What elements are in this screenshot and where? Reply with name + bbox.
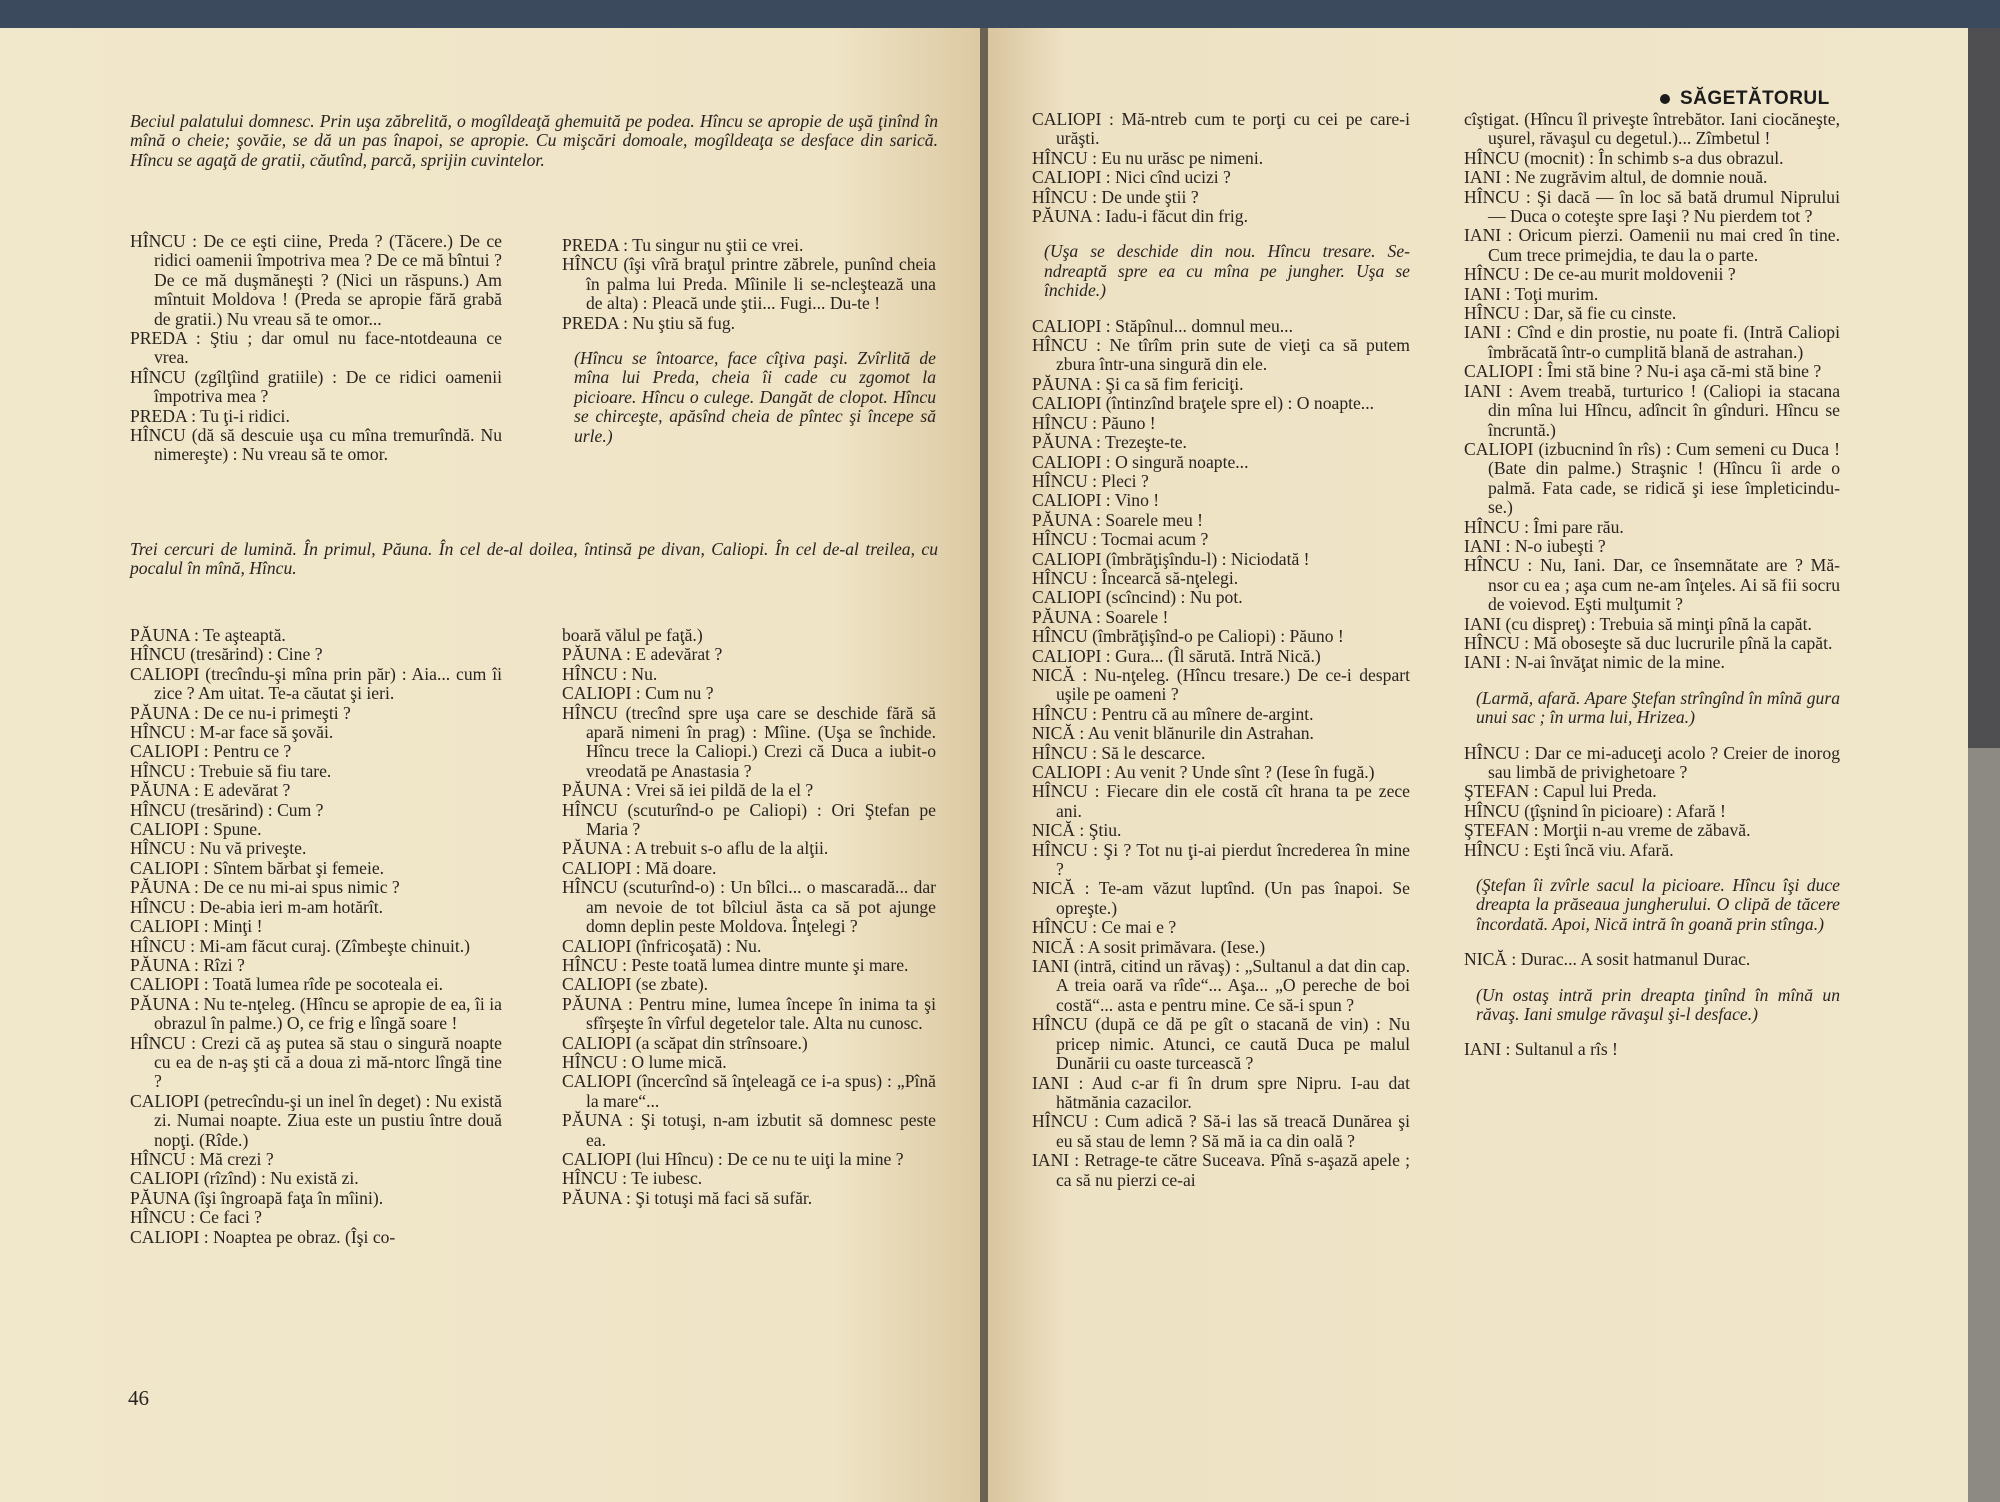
dialogue-line: IANI : Aud c-ar fi în drum spre Nipru. I-au dat hătmănia cazacilor. [1032,1072,1410,1112]
dialogue-line: IANI : Avem treabă, turturico ! (Caliopi ia stacana din mîna lui Hîncu, adîncit în gînduri. Hîncu se încruntă.) [1464,380,1840,440]
dialogue-line: IANI (intră, citind un răvaş) : „Sultanul a dat din cap. A treia oară va rîde“... Aşa... „O pereche de boi costă“... asta e pentru mine. Ce să-i spun ? [1032,956,1410,1015]
dialogue-line: cîştigat. (Hîncu îl priveşte întrebător. Iani ciocăneşte, uşurel, răvaşul cu degetul.)... Zîmbetul ! [1464,109,1840,149]
dialogue-line: HÎNCU (trecînd spre uşa care se deschide fără să apară nimeni în prag) : Mîine. (Uşa se închide. Hîncu trece la Caliopi.) Crezi că Duca a iubit-o vreodată pe Anastasia ? [562,702,936,781]
dialogue-line: PĂUNA (îşi îngroapă faţa în mîini). [130,1187,384,1208]
dialogue-line: PĂUNA : E adevărat ? [562,644,723,665]
dialogue-line: HÎNCU (mocnit) : În schimb s-a dus obrazul. [1464,147,1784,168]
dialogue-line: PĂUNA : Te aşteaptă. [130,625,286,645]
bullet-icon [1660,94,1670,104]
dialogue-line: IANI : N-o iubeşti ? [1464,535,1606,556]
dialogue-line: HÎNCU : Păuno ! [1032,412,1156,433]
dialogue-line: IANI : Cînd e din prostie, nu poate fi. (Intră Caliopi îmbrăcată într-o cumplită blană de astrahan.) [1464,322,1840,362]
dialogue-line: NICĂ : Te-am văzut luptînd. (Un pas înapoi. Se opreşte.) [1032,878,1410,918]
dialogue-line: CALIOPI : Noaptea pe obraz. (Îşi co- [130,1226,396,1247]
dialogue-line: CALIOPI : Pentru ce ? [130,741,292,762]
dialogue-line: IANI : Toţi murim. [1464,283,1599,304]
dialogue-line: HÎNCU : Ce mai e ? [1032,917,1177,938]
dialogue-line: CALIOPI (lui Hîncu) : De ce nu te uiţi la mine ? [562,1148,904,1169]
dialogue-line: HÎNCU : Ne tîrîm prin sute de vieţi ca să putem zbura într-una singură din ele. [1032,335,1410,375]
dialogue-line: PĂUNA : Şi totuşi mă faci să sufăr. [562,1187,813,1208]
magazine-name: SĂGETĂTORUL [1680,88,1830,109]
dialogue-line: PĂUNA : Iadu-i făcut din frig. [1032,206,1248,227]
dialogue-line: PREDA : Nu ştiu să fug. [562,312,736,333]
dialogue-column-middle-bottom [562,626,936,1208]
dialogue-line: PĂUNA : Nu te-nţeleg. (Hîncu se apropie de ea, îi ia obrazul în palme.) O, ce frig e lîngă soare ! [130,993,502,1034]
dialogue-line: IANI : Sultanul a rîs ! [1464,1039,1618,1060]
dialogue-line: NICĂ : A sosit primăvara. (Iese.) [1032,936,1266,957]
dialogue-line: IANI : Oricum pierzi. Oamenii nu mai cred în tine. Cum trece primejdia, te dau la o parte. [1464,225,1840,265]
dialogue-line: PĂUNA : E adevărat ? [130,780,291,801]
magazine-header [1660,88,1830,110]
dialogue-line: CALIOPI : Mă doare. [562,857,717,878]
dialogue-line: HÎNCU (ţîşnind în picioare) : Afară ! [1464,800,1726,821]
dialogue-line: CALIOPI (rîzînd) : Nu există zi. [130,1168,359,1189]
dialogue-line: CALIOPI : Toată lumea rîde pe socoteala ei. [130,974,444,995]
dialogue-line: NICĂ : Au venit blănurile din Astrahan. [1032,723,1314,744]
dialogue-line: HÎNCU : Mă oboseşte să duc lucrurile pînă la capăt. [1464,632,1833,653]
dialogue-line: NICĂ : Ştiu. [1032,820,1122,841]
dialogue-line: HÎNCU : M-ar face să şovăi. [130,722,334,743]
dialogue-line: HÎNCU : Mă crezi ? [130,1148,274,1169]
dialogue-column-middle-top [562,236,936,462]
dialogue-line: PĂUNA : Şi totuşi, n-am izbutit să domnesc peste ea. [562,1110,936,1150]
dialogue-line: CALIOPI (înfricoşată) : Nu. [562,935,762,956]
dialogue-line: HÎNCU : Şi dacă — în loc să bată drumul Niprului — Duca o coteşte spre Iaşi ? Nu pierdem tot ? [1464,186,1840,227]
dialogue-line: HÎNCU (scuturînd-o pe Caliopi) : Ori Ştefan pe Maria ? [562,799,936,840]
dialogue-line: PĂUNA : A trebuit s-o aflu de la alţii. [562,838,829,859]
dialogue-line: IANI : Ne zugrăvim altul, de domnie nouă. [1464,167,1768,188]
dialogue-line: HÎNCU : Fiecare din ele costă cît hrana ta pe zece ani. [1032,781,1410,821]
dialogue-line: HÎNCU : Ce faci ? [130,1207,262,1228]
dialogue-line: HÎNCU : Încearcă să-nţelegi. [1032,567,1239,588]
dialogue-line: PREDA : Tu ţi-i ridici. [130,405,290,426]
dialogue-line: HÎNCU : Mi-am făcut curaj. (Zîmbeşte chinuit.) [130,935,471,956]
dialogue-line: HÎNCU : Te iubesc. [562,1168,703,1189]
dialogue-line: CALIOPI (scîncind) : Nu pot. [1032,587,1243,608]
stage-direction: (Ştefan îi zvîrle sacul la picioare. Hîncu îşi duce dreapta la prăseaua jungherului. O clipă de tăcere încordată. Apoi, Nică intră în goană prin stînga.) [1476,875,1840,934]
dialogue-line: HÎNCU : Peste toată lumea dintre munte şi mare. [562,954,909,975]
dialogue-line: PĂUNA : Rîzi ? [130,954,245,975]
dialogue-line: HÎNCU : Crezi că aş putea să stau o singură noapte cu ea de n-aş şti că a doua zi mă-ntorc lîngă tine ? [130,1032,502,1092]
dialogue-line: HÎNCU : Dar ce mi-aduceţi acolo ? Creier de inorog sau limbă de privighetoare ? [1464,742,1840,782]
dialogue-line: IANI : N-ai învăţat nimic de la mine. [1464,652,1725,673]
dialogue-line: HÎNCU : De ce eşti ciine, Preda ? (Tăcere.) De ce ridici oamenii împotriva mea ? De ce mă bîntui ? De ce mă duşmăneşti ? (Nici un răspuns.) Am mîntuit Moldova ! (Preda se apropie fără grabă de gratii.) Nu vreau să te omor... [130,231,502,329]
dialogue-line: HÎNCU (tresărind) : Cine ? [130,644,323,665]
dialogue-line: PĂUNA : Şi ca să fim fericiţi. [1032,373,1244,394]
dialogue-line: CALIOPI : Îmi stă bine ? Nu-i aşa că-mi stă bine ? [1464,361,1822,382]
dialogue-line: PREDA : Ştiu ; dar omul nu face-ntotdeauna ce vrea. [130,328,502,368]
stage-direction: (Hîncu se întoarce, face cîţiva paşi. Zvîrlită de mîna lui Preda, cheia îi cade cu zgomot la picioare. Hîncu o culege. Dangăt de clopot. Hîncu se chirceşte, apăsînd cheia de pîntec şi începe să urle.) [574,348,936,446]
dialogue-line: ŞTEFAN : Morţii n-au vreme de zăbavă. [1464,820,1751,841]
dialogue-line: HÎNCU : Cum adică ? Să-i las să treacă Dunărea şi eu să stau de lemn ? Să mă ia ca din oală ? [1032,1111,1410,1151]
dialogue-line: boară vălul pe faţă.) [562,625,703,645]
dialogue-line: NICĂ : Nu-nţeleg. (Hîncu tresare.) De ce-i despart uşile pe oameni ? [1032,664,1410,705]
dialogue-line: CALIOPI : Mă-ntreb cum te porţi cu cei pe care-i urăşti. [1032,109,1410,149]
dialogue-column-right-a [1032,110,1410,1190]
page-edge [1968,28,2000,1502]
dialogue-line: CALIOPI (îmbrăţişîndu-l) : Niciodată ! [1032,548,1310,569]
dialogue-line: CALIOPI : Vino ! [1032,490,1160,511]
dialogue-line: PĂUNA : Soarele ! [1032,606,1169,627]
dialogue-line: CALIOPI (se zbate). [562,974,709,995]
dialogue-line: HÎNCU (îşi vîră braţul printre zăbrele, punînd cheia în palma lui Preda. Mîinile li se-ncleştează una de alta) : Pleacă unde ştii... Fugi... Du-te ! [562,254,936,314]
dialogue-line: CALIOPI : Stăpînul... domnul meu... [1032,315,1293,336]
dialogue-line: HÎNCU : O lume mică. [562,1051,727,1072]
dialogue-line: CALIOPI : Au venit ? Unde sînt ? (Iese în fugă.) [1032,762,1375,782]
dialogue-line: PREDA : Tu singur nu ştii ce vrei. [562,235,804,255]
dialogue-line: HÎNCU : De ce-au murit moldovenii ? [1464,264,1736,285]
dialogue-line: IANI (cu dispreţ) : Trebuia să minţi pînă la capăt. [1464,613,1812,634]
dialogue-line: CALIOPI (izbucnind în rîs) : Cum semeni cu Duca ! (Bate din palme.) Straşnic ! (Hîncu îi arde o palmă. Fata cade, se ridică şi iese împleticindu-se.) [1464,438,1840,518]
dialogue-line: HÎNCU : Nu. [562,663,658,684]
dialogue-line: CALIOPI : Cum nu ? [562,683,714,704]
dialogue-line: HÎNCU (îmbrăţişînd-o pe Caliopi) : Păuno ! [1032,626,1344,647]
dialogue-line: CALIOPI (a scăpat din strînsoare.) [562,1032,808,1053]
dialogue-line: IANI : Retrage-te către Suceava. Pînă s-aşază apele ; ca să nu pierzi ce-ai [1032,1150,1410,1190]
dialogue-line: HÎNCU : Nu, Iani. Dar, ce însemnătate are ? Mă-nsor cu ea ; aşa cum ne-am înţeles. Ai să fii socru de voievod. Eşti mulţumit ? [1464,555,1840,615]
dialogue-line: CALIOPI : Gura... (Îl sărută. Intră Nică.) [1032,645,1321,666]
dialogue-column-left-top [130,232,502,465]
dialogue-line: CALIOPI (încercînd să înţeleagă ce i-a spus) : „Pînă la mare“... [562,1071,936,1111]
dialogue-line: ŞTEFAN : Capul lui Preda. [1464,781,1657,802]
dialogue-line: HÎNCU : Să le descarce. [1032,742,1206,763]
dialogue-line: HÎNCU : Trebuie să fiu tare. [130,760,332,781]
dialogue-line: HÎNCU : Tocmai acum ? [1032,529,1209,550]
dialogue-line: HÎNCU : Şi ? Tot nu ţi-ai pierdut încrederea în mine ? [1032,839,1410,880]
dialogue-line: HÎNCU (zgîlţîind gratiile) : De ce ridici oamenii împotriva mea ? [130,366,502,407]
stage-direction: (Uşa se deschide din nou. Hîncu tresare. Se-ndreaptă spre ea cu mîna pe jungher. Uşa se închide.) [1044,241,1410,301]
dialogue-line: CALIOPI (trecîndu-şi mîna prin păr) : Aia... cum îi zice ? Am uitat. Te-a căutat şi ieri. [130,663,502,704]
dialogue-line: HÎNCU : Îmi pare rău. [1464,516,1624,537]
dialogue-line: CALIOPI (petrecîndu-şi un inel în deget) : Nu există zi. Numai noapte. Ziua este un pustiu între două nopţi. (Rîde.) [130,1090,502,1150]
dialogue-line: CALIOPI (întinzînd braţele spre el) : O noapte... [1032,393,1375,414]
dialogue-line: HÎNCU (după ce dă pe gît o stacană de vin) : Nu pricep nimic. Atunci, ce caută Duca pe malul Dunării cu oaste turcească ? [1032,1014,1410,1074]
dialogue-column-left-bottom [130,626,502,1247]
dialogue-line: CALIOPI : O singură noapte... [1032,451,1249,472]
dialogue-line: HÎNCU (dă să descuie uşa cu mîna tremurîndă. Nu nimereşte) : Nu vreau să te omor. [130,425,502,465]
page-number: 46 [128,1386,149,1410]
stage-direction-opening: Beciul palatului domnesc. Prin uşa zăbrelită, o mogîldeaţă ghemuită pe podea. Hîncu se apropie de uşă ţinînd în mînă o cheie; şovăie, se dă un pas înapoi, se apropie. Cu mişcări domoale, mogîldeaţa se desface din sarică. Hîncu se agaţă de gratii, căutînd, parcă, sprijin cuvintelor. [130,111,938,170]
stage-direction-scene: Trei cercuri de lumină. În primul, Păuna. În cel de-al doilea, întinsă pe divan, Caliopi. În cel de-al treilea, cu pocalul în mînă, Hîncu. [130,539,938,579]
dialogue-line: HÎNCU : Nu vă priveşte. [130,838,307,859]
dialogue-line: HÎNCU : De-abia ieri m-am hotărît. [130,896,384,917]
magazine-spread [0,28,2000,1502]
dialogue-line: CALIOPI : Nici cînd ucizi ? [1032,167,1231,188]
dialogue-line: HÎNCU : Pentru că au mînere de-argint. [1032,703,1314,724]
dialogue-line: HÎNCU : Pleci ? [1032,470,1149,491]
dialogue-column-right-b [1464,110,1840,1060]
dialogue-line: HÎNCU : De unde ştii ? [1032,186,1199,207]
dialogue-line: PĂUNA : De ce nu mi-ai spus nimic ? [130,877,400,898]
dialogue-line: HÎNCU (scuturînd-o) : Un bîlci... o mascaradă... dar am nevoie de tot bîlciul ăsta ca să pot ajunge domn deplin peste Moldova. Înţelegi ? [562,877,936,937]
dialogue-line: PĂUNA : Trezeşte-te. [1032,432,1187,453]
dialogue-line: PĂUNA : Soarele meu ! [1032,509,1204,530]
dialogue-line: HÎNCU : Eu nu urăsc pe nimeni. [1032,147,1264,168]
stage-direction: (Larmă, afară. Apare Ştefan strîngînd în mînă gura unui sac ; în urma lui, Hrizea.) [1476,687,1840,728]
dialogue-line: CALIOPI : Spune. [130,819,262,840]
dialogue-line: PĂUNA : De ce nu-i primeşti ? [130,702,351,723]
dialogue-line: PĂUNA : Vrei să iei pildă de la el ? [562,780,814,801]
stage-direction: (Un ostaş intră prin dreapta ţinînd în mînă un răvaş. Iani smulge răvaşul şi-l desface.) [1476,984,1840,1025]
dialogue-line: HÎNCU (tresărind) : Cum ? [130,799,324,820]
dialogue-line: CALIOPI : Sîntem bărbat şi femeie. [130,857,385,878]
dialogue-line: CALIOPI : Minţi ! [130,916,263,937]
dialogue-line: HÎNCU : Dar, să fie cu cinste. [1464,303,1677,324]
dialogue-line: PĂUNA : Pentru mine, lumea începe în inima ta şi sfîrşeşte în vîrful degetelor tale. Alta nu cunosc. [562,993,936,1034]
dialogue-line: HÎNCU : Eşti încă viu. Afară. [1464,839,1674,860]
dialogue-line: NICĂ : Durac... A sosit hatmanul Durac. [1464,949,1751,970]
